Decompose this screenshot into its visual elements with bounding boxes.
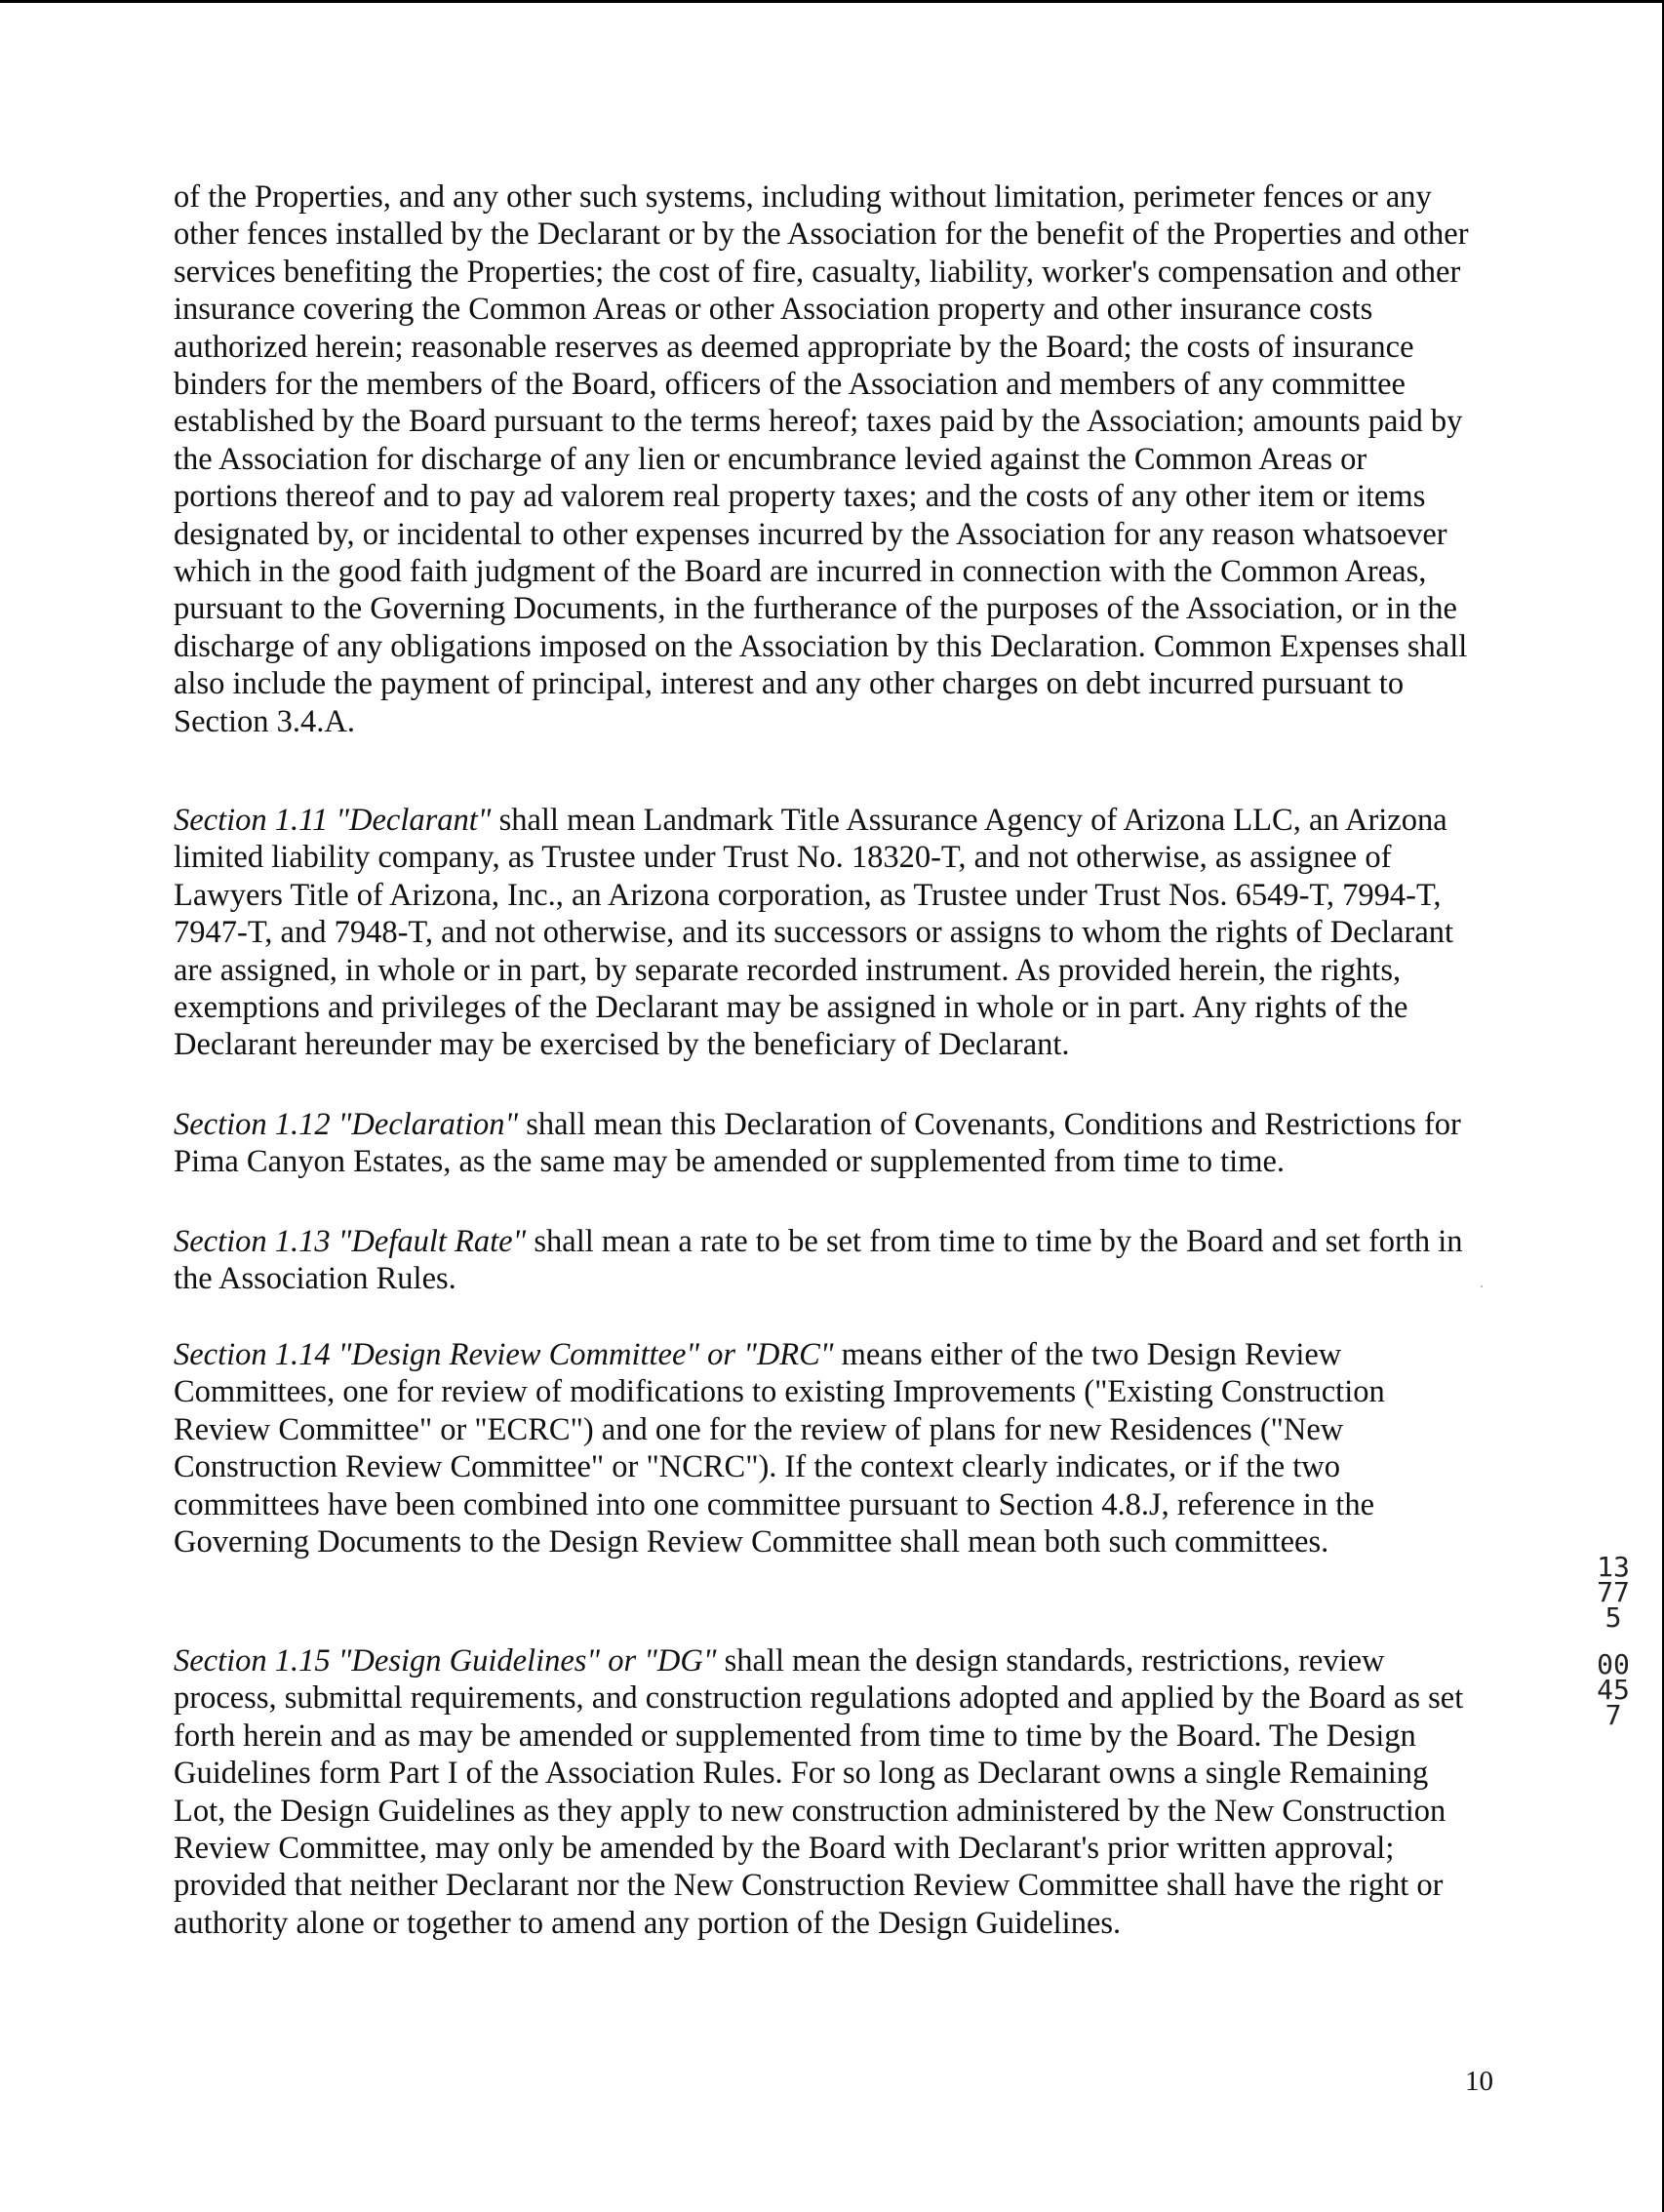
section-heading: Section 1.11 "Declarant" bbox=[174, 803, 492, 838]
section-text: shall mean this Declaration of Covenants, Conditions and Restrictions for Pima Canyon Estates, as the same may be amended or supplemented from time to time. bbox=[174, 1107, 1461, 1180]
section-1-13-default-rate bbox=[174, 1223, 1481, 1298]
paragraph-text: of the Properties, and any other such systems, including without limitation, perimeter fences or any other fences installed by the Declarant or by the Association for the benefit of the Properties and other services benefiting the Properties; the cost of fire, casualty, liability, worker's compensation and other insurance covering the Common Areas or other Association property and other insurance costs authorized herein; reasonable reserves as deemed appropriate by the Board; the costs of insurance binders for the members of the Board, officers of the Association and members of any committee established by the Board pursuant to the terms hereof; taxes paid by the Association; amounts paid by the Association for discharge of any lien or encumbrance levied against the Common Areas or portions thereof and to pay ad valorem real property taxes; and the costs of any other item or items designated by, or incidental to other expenses incurred by the Association for any reason whatsoever which in the good faith judgment of the Board are incurred in connection with the Common Areas, pursuant to the Governing Documents, in the furtherance of the purposes of the Association, or in the discharge of any obligations imposed on the Association by this Declaration. Common Expenses shall also include the payment of principal, interest and any other charges on debt incurred pursuant to Section 3.4.A. bbox=[174, 179, 1469, 739]
section-text: means either of the two Design Review Committees, one for review of modifications to existing Improvements ("Existing Construction Review Committee" or "ECRC") and one for the review of plans for new Residences ("New Construction Review Committee" or "NCRC"). If the context clearly indicates, or if the two committees have been combined into one committee pursuant to Section 4.8.J, reference in the Governing Documents to the Design Review Committee shall mean both such committees. bbox=[174, 1337, 1385, 1560]
recording-number-page: 00457 bbox=[1597, 1648, 1630, 1731]
scan-speck bbox=[1481, 1285, 1483, 1287]
section-text: shall mean a rate to be set from time to time by the Board and set forth in the Association Rules. bbox=[174, 1224, 1463, 1297]
section-heading: Section 1.13 "Default Rate" bbox=[174, 1224, 527, 1259]
section-heading: Section 1.14 "Design Review Committee" or "DRC" bbox=[174, 1337, 834, 1372]
section-heading: Section 1.12 "Declaration" bbox=[174, 1107, 519, 1142]
section-text: shall mean Landmark Title Assurance Agency of Arizona LLC, an Arizona limited liability company, as Trustee under Trust No. 18320-T, and not otherwise, as assignee of Lawyers Title of Arizona, Inc., an Arizona corporation, as Trustee under Trust Nos. 6549-T, 7994-T, 7947-T, and 7948-T, and not otherwise, and its successors or assigns to whom the rights of Declarant are assigned, in whole or in part, by separate recorded instrument. As provided herein, the rights, exemptions and privileges of the Declarant may be assigned in whole or in part. Any rights of the Declarant hereunder may be exercised by the beneficiary of Declarant. bbox=[174, 803, 1454, 1063]
section-1-14-design-review-committee bbox=[174, 1336, 1393, 1560]
recording-number bbox=[1596, 1551, 1631, 1731]
scan-top-edge bbox=[0, 0, 1664, 3]
section-1-15-design-guidelines bbox=[174, 1642, 1471, 1942]
section-heading: Section 1.15 "Design Guidelines" or "DG" bbox=[174, 1643, 717, 1679]
recording-number-book: 13775 bbox=[1597, 1551, 1630, 1634]
section-text: shall mean the design standards, restrictions, review process, submittal requirements, and construction regulations adopted and applied by the Board as set forth herein and as may be amended or supplemented from time to time by the Board. The Design Guidelines form Part I of the Association Rules. For so long as Declarant owns a single Remaining Lot, the Design Guidelines as they apply to new construction administered by the New Construction Review Committee, may only be amended by the Board with Declarant's prior written approval; provided that neither Declarant nor the New Construction Review Committee shall have the right or authority alone or together to amend any portion of the Design Guidelines. bbox=[174, 1643, 1464, 1941]
page-number: 10 bbox=[1465, 2066, 1493, 2097]
section-1-11-declarant bbox=[174, 802, 1481, 1064]
section-1-12-declaration bbox=[174, 1106, 1481, 1181]
paragraph-common-expenses-continued bbox=[174, 178, 1471, 740]
